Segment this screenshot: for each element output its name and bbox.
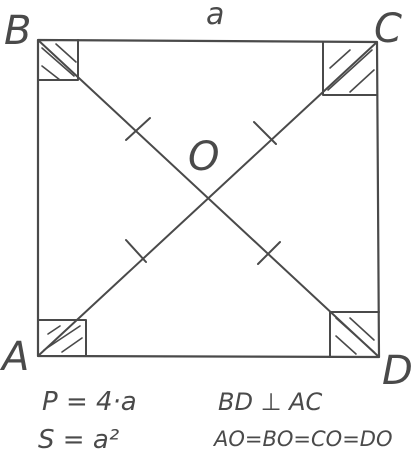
- center-label: O: [188, 134, 220, 180]
- formula-perimeter: P = 4·a: [42, 387, 137, 417]
- vertex-label-c: C: [374, 6, 402, 52]
- tick-mark-co: [254, 122, 276, 144]
- vertex-label-a: A: [2, 334, 30, 380]
- tick-mark-bo: [126, 118, 150, 140]
- side-label: a: [206, 0, 225, 32]
- vertex-label-d: D: [382, 348, 413, 394]
- formula-perpendicular: BD ⊥ AC: [218, 388, 323, 416]
- vertex-label-b: B: [4, 8, 32, 54]
- right-angle-hatch-a: [44, 326, 82, 352]
- formula-area: S = a²: [38, 425, 120, 455]
- formula-equal-segments: AO=BO=CO=DO: [214, 427, 393, 451]
- tick-mark-ao: [126, 240, 146, 262]
- right-angle-hatch-c: [328, 50, 374, 92]
- right-angle-hatch-d: [336, 318, 374, 354]
